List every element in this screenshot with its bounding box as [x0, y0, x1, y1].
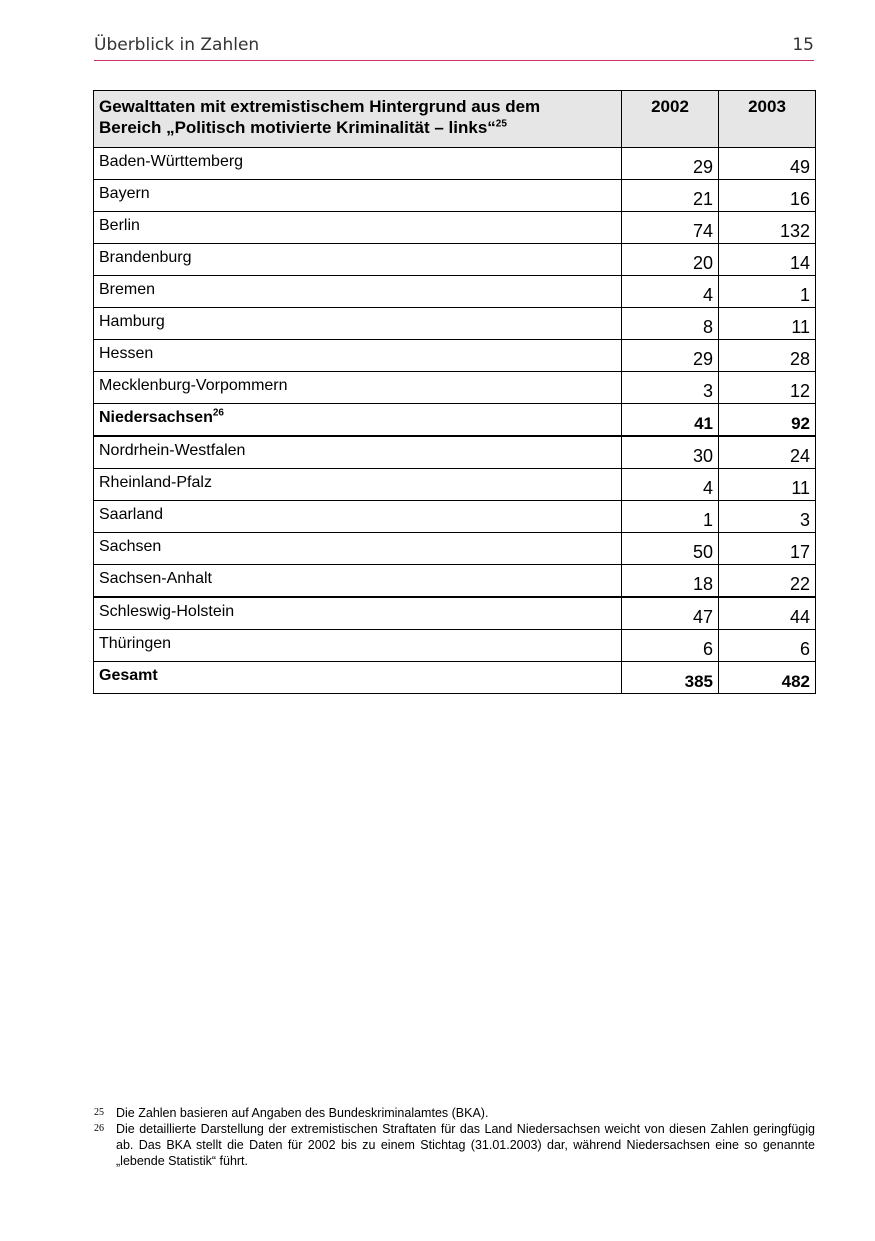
state-name-cell: [94, 533, 622, 565]
value-2002: 50: [622, 533, 719, 565]
state-name-cell: [94, 340, 622, 372]
state-name-cell: [94, 501, 622, 533]
state-name: Berlin: [99, 217, 140, 234]
value-2002: 41: [622, 404, 719, 437]
state-name-cell: [94, 276, 622, 308]
value-2002: 29: [622, 148, 719, 180]
table-header-row: [94, 91, 816, 148]
state-name: Hamburg: [99, 313, 165, 330]
value-2002: 4: [622, 276, 719, 308]
value-2002: 20: [622, 244, 719, 276]
state-name: Mecklenburg-Vorpommern: [99, 377, 288, 394]
value-2003: 92: [719, 404, 816, 437]
state-name-cell: [94, 469, 622, 501]
heading-line-1: Gewalttaten mit extremistischem Hintergrund aus dem: [99, 97, 541, 116]
state-name-cell: [94, 404, 622, 437]
footnote-number: 26: [94, 1123, 104, 1134]
state-name: Nordrhein-Westfalen: [99, 442, 246, 459]
state-name-cell: [94, 597, 622, 630]
footnote-text: Die detaillierte Darstellung der extremistischen Straftaten für das Land Niedersachsen weicht von diesen Zahlen geringfügig ab. Das BKA stellt die Daten für 2002 bis zu einem Stichtag (31.01.2003) dar, während Niedersachsen eine so genannte „lebende Statistik“ führt.: [116, 1122, 815, 1168]
state-name: Thüringen: [99, 635, 172, 652]
value-2002: 30: [622, 436, 719, 469]
state-name-cell: [94, 565, 622, 598]
total-label: Gesamt: [94, 662, 622, 694]
page-header: [94, 34, 814, 61]
footnote: [94, 1105, 815, 1121]
table-heading: [94, 91, 622, 148]
state-name: Bremen: [99, 281, 156, 298]
table-row: [94, 372, 816, 404]
value-2002: 18: [622, 565, 719, 598]
value-2002: 3: [622, 372, 719, 404]
value-2002: 1: [622, 501, 719, 533]
value-2002: 6: [622, 630, 719, 662]
table-row: [94, 436, 816, 469]
value-2003: 49: [719, 148, 816, 180]
value-2002: 29: [622, 340, 719, 372]
footnote-ref-26[interactable]: 26: [212, 407, 224, 419]
footnote-ref-25[interactable]: 25: [495, 118, 507, 130]
table-row: [94, 501, 816, 533]
column-header-2003: 2003: [719, 91, 816, 148]
value-2003: 24: [719, 436, 816, 469]
value-2003: 44: [719, 597, 816, 630]
state-name: Schleswig-Holstein: [99, 603, 235, 620]
table-row: [94, 180, 816, 212]
column-header-2002: 2002: [622, 91, 719, 148]
state-name: Baden-Württemberg: [99, 153, 244, 170]
value-2002: 8: [622, 308, 719, 340]
state-name: Bayern: [99, 185, 150, 202]
value-2003: 11: [719, 308, 816, 340]
state-name-cell: [94, 244, 622, 276]
state-name: Rheinland-Pfalz: [99, 474, 212, 491]
value-2003: 16: [719, 180, 816, 212]
value-2003: 12: [719, 372, 816, 404]
footnote-text: Die Zahlen basieren auf Angaben des Bundeskriminalamtes (BKA).: [116, 1106, 489, 1120]
state-name-cell: [94, 148, 622, 180]
footnotes: [94, 1105, 815, 1169]
table-row: [94, 404, 816, 437]
state-name: Sachsen-Anhalt: [99, 570, 212, 587]
table-row: [94, 469, 816, 501]
value-2003: 11: [719, 469, 816, 501]
table-row: [94, 533, 816, 565]
state-name-cell: [94, 212, 622, 244]
value-2003: 1: [719, 276, 816, 308]
value-2003: 14: [719, 244, 816, 276]
running-title: Überblick in Zahlen: [94, 35, 260, 55]
state-name: Sachsen: [99, 538, 162, 555]
table-row: [94, 630, 816, 662]
value-2002: 4: [622, 469, 719, 501]
table-row: [94, 340, 816, 372]
state-name-cell: [94, 180, 622, 212]
table-row: [94, 212, 816, 244]
state-name: Saarland: [99, 506, 164, 523]
state-name: Hessen: [99, 345, 154, 362]
total-row: [94, 662, 816, 694]
value-2003: 6: [719, 630, 816, 662]
total-2003: 482: [719, 662, 816, 694]
table-row: [94, 148, 816, 180]
value-2003: 132: [719, 212, 816, 244]
page-number: 15: [792, 35, 814, 55]
state-name-cell: [94, 630, 622, 662]
state-name-cell: [94, 372, 622, 404]
state-name: Niedersachsen: [99, 409, 213, 426]
footnote: [94, 1121, 815, 1169]
state-name-cell: [94, 436, 622, 469]
total-2002: 385: [622, 662, 719, 694]
footnote-number: 25: [94, 1107, 104, 1118]
state-name-cell: [94, 308, 622, 340]
value-2003: 3: [719, 501, 816, 533]
table-row: [94, 565, 816, 598]
table-row: [94, 276, 816, 308]
value-2002: 47: [622, 597, 719, 630]
value-2003: 17: [719, 533, 816, 565]
table-row: [94, 597, 816, 630]
value-2003: 28: [719, 340, 816, 372]
violence-statistics-table: [93, 90, 816, 694]
table-row: [94, 308, 816, 340]
heading-line-2: Bereich „Politisch motivierte Kriminalität – links“: [99, 118, 496, 137]
value-2003: 22: [719, 565, 816, 598]
value-2002: 21: [622, 180, 719, 212]
table-row: [94, 244, 816, 276]
value-2002: 74: [622, 212, 719, 244]
state-name: Brandenburg: [99, 249, 192, 266]
